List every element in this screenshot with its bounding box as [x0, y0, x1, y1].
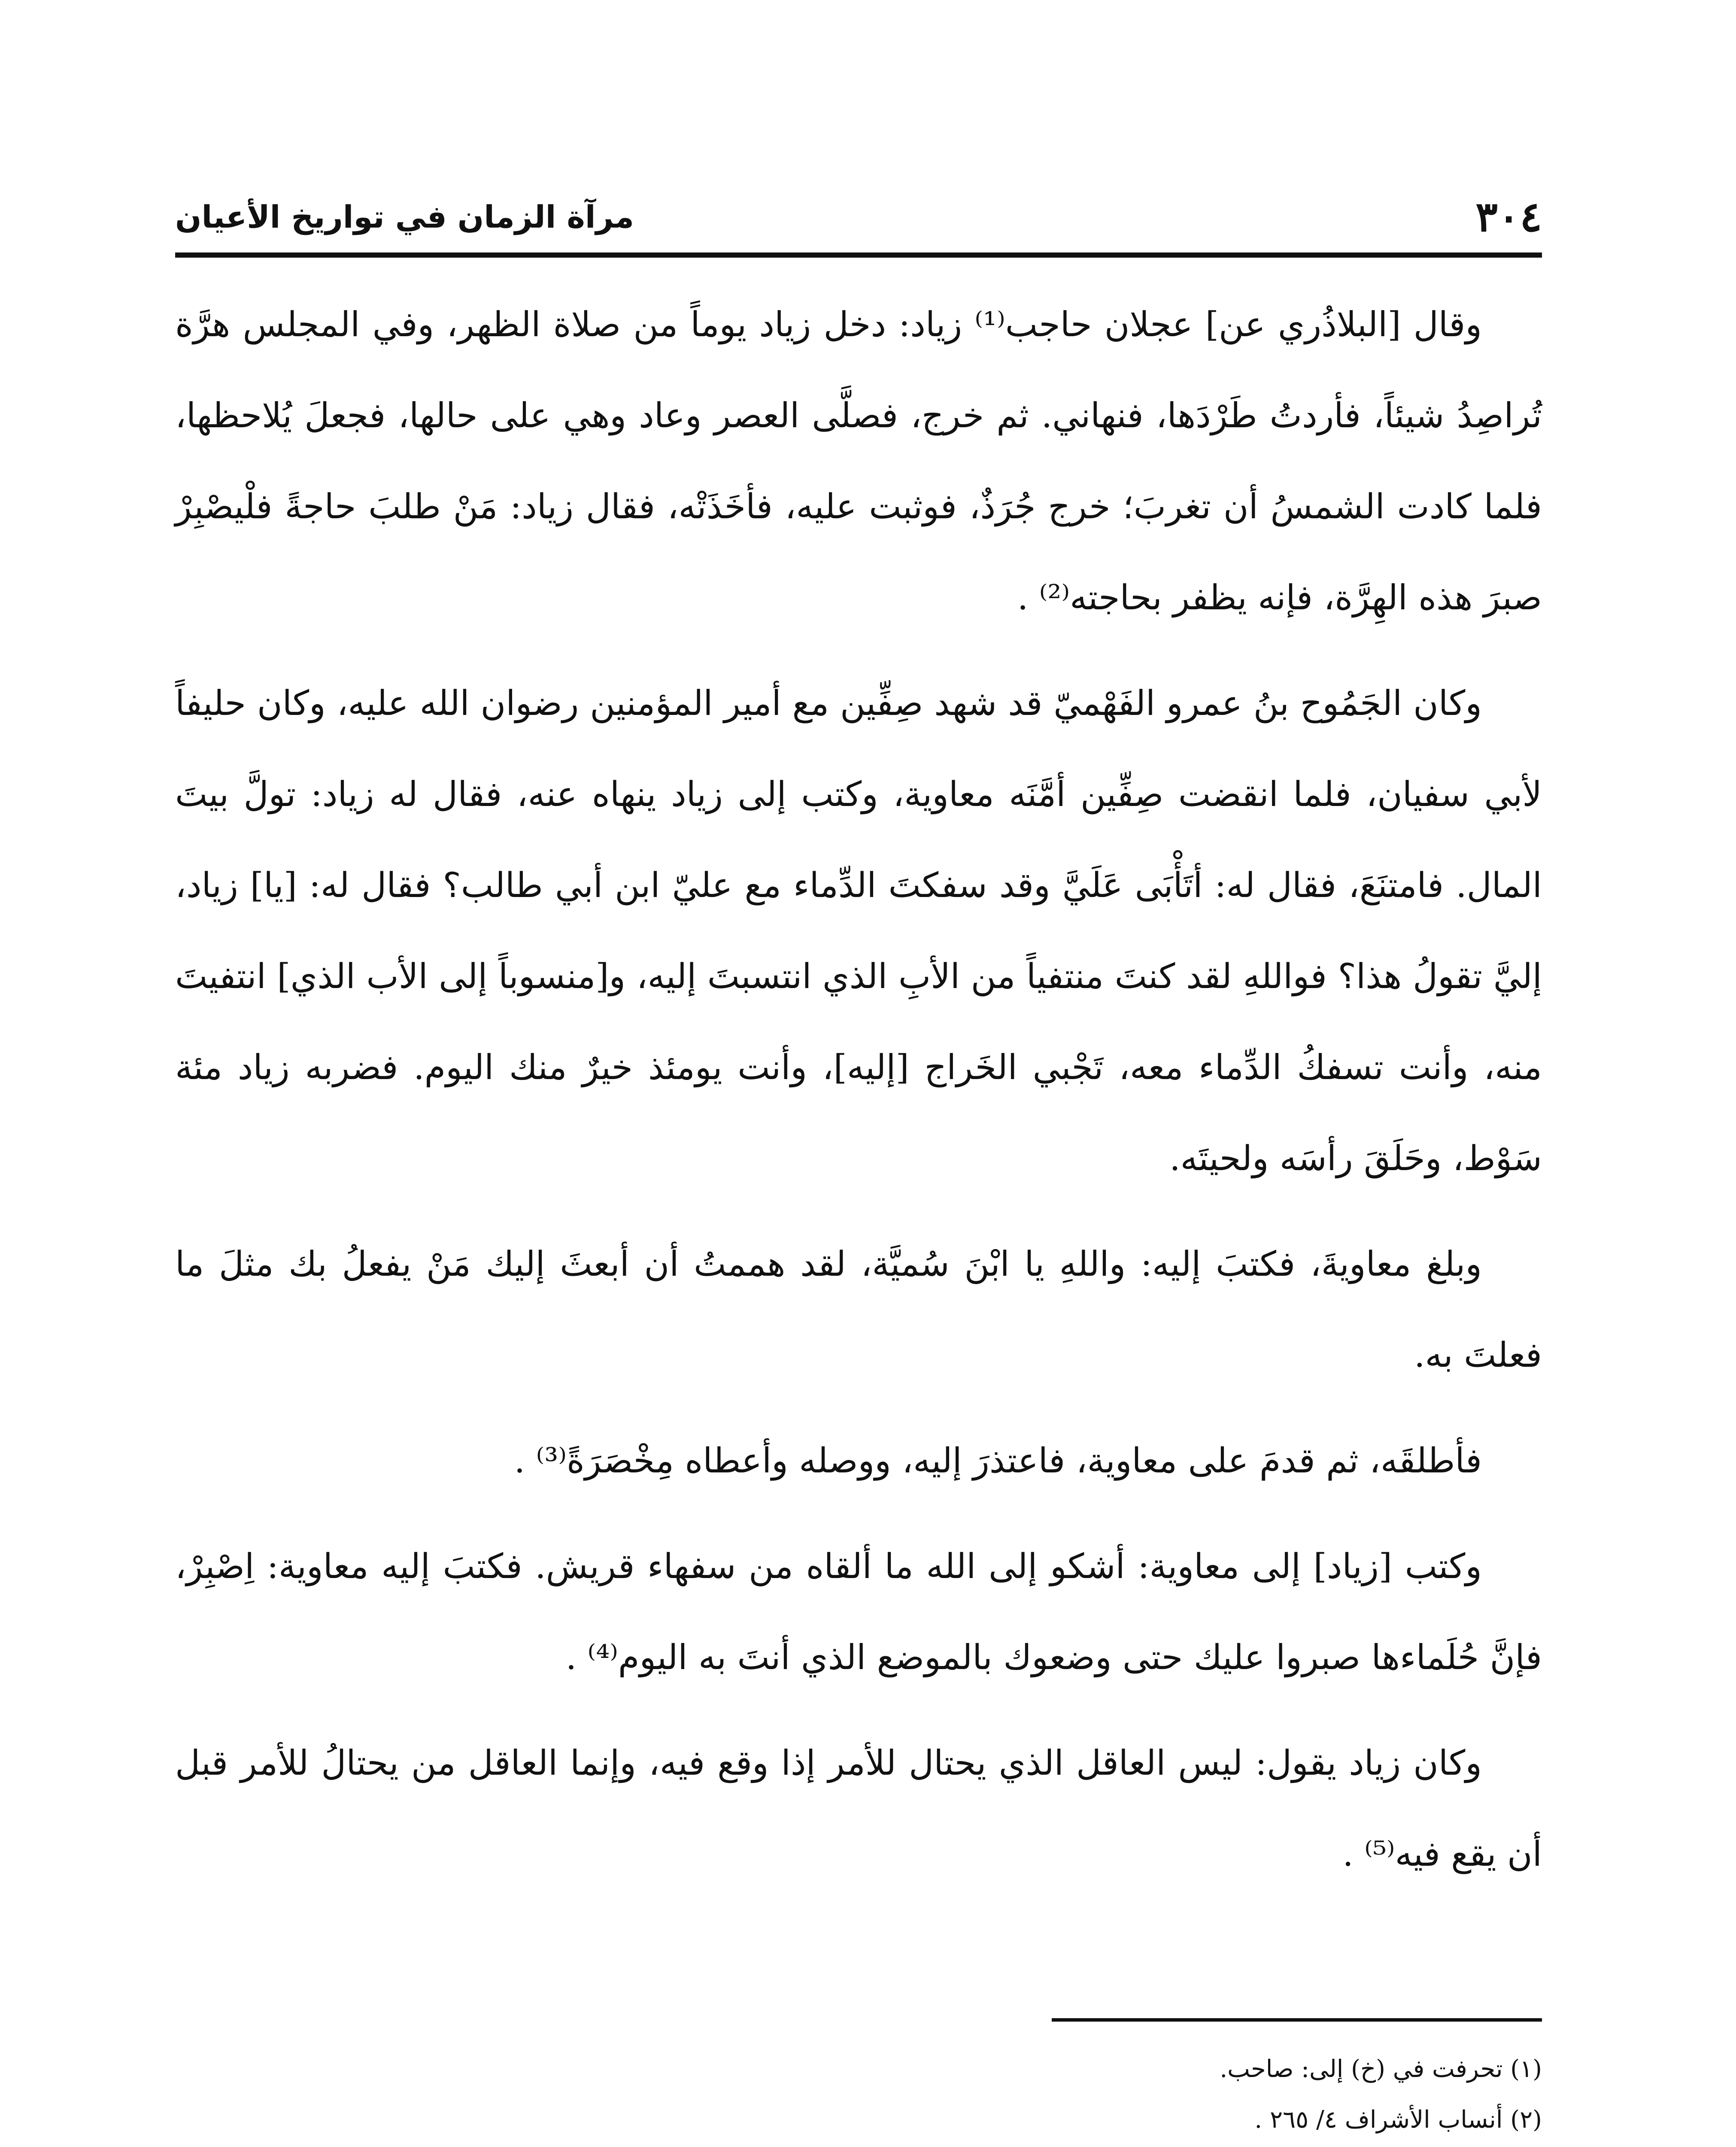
main-text [175, 279, 1542, 1914]
paragraph-jamuh: وكان الجَمُوح بنُ عمرو الفَهْميّ قد شهد صِفِّين مع أمير المؤمنين رضوان الله عليه، وكان حليفاً لأبي سفيان، فلما انقضت صِفِّين أمَّنَه معاوية، وكتب إلى زياد ينهاه عنه، فقال له زياد: تولَّ بيتَ المال. فامتنَعَ، فقال له: أتَأْبَى عَلَيَّ وقد سفكتَ الدِّماء مع عليّ ابن أبي طالب؟ فقال له: [يا] زياد، إليَّ تقولُ هذا؟ فواللهِ لقد كنتَ منتفياً من الأبِ الذي انتسبتَ إليه، و[منسوباً إلى الأب الذي] انتفيتَ منه، وأنت تسفكُ الدِّماء معه، تَجْبي الخَراج [إليه]، وأنت يومئذ خيرٌ منك اليوم. فضربه زياد مئة سَوْط، وحَلَقَ رأسَه ولحيتَه. [175, 683, 1542, 1178]
footnote-3 [175, 2145, 1542, 2147]
paragraph-ziyad-cat: وقال [البلاذُري عن] عجلان حاجب⁽¹⁾ زياد: دخل زياد يوماً من صلاة الظهر، وفي المجلس هرَّة تُراصِدُ شيئاً، فأردتُ طَرْدَها، فنهاني. ثم خرج، فصلَّى العصر وعاد وهي على حالها، فجعلَ يُلاحظها، فلما كادت الشمسُ أن تغربَ؛ خرج جُرَذٌ، فوثبت عليه، فأخَذَتْه، فقال زياد: مَنْ طلبَ حاجةً فلْيصْبِرْ صبرَ هذه الهِرَّة، فإنه يظفر بحاجته⁽²⁾ . [175, 304, 1542, 617]
paragraph-muawiya-letter: وبلغ معاويةَ، فكتبَ إليه: واللهِ يا ابْنَ سُميَّة، لقد هممتُ أن أبعثَ إليك مَنْ يفعلُ بك مثلَ ما فعلتَ به. [175, 1244, 1542, 1375]
running-title: مرآة الزمان في تواريخ الأعيان [175, 199, 634, 235]
footnote-2: (٢) أنساب الأشراف ٤/ ٢٦٥ . [1254, 2106, 1542, 2134]
paragraph-complaint: وكتب [زياد] إلى معاوية: أشكو إلى الله ما ألقاه من سفهاء قريش. فكتبَ إليه معاوية: اِصْبِرْ، فإنَّ حُلَماءها صبروا عليك حتى وضعوك بالموضع الذي أنتَ به اليوم⁽⁴⁾ . [175, 1546, 1542, 1677]
paragraph-wise-man: وكان زياد يقول: ليس العاقل الذي يحتال للأمر إذا وقع فيه، وإنما العاقل من يحتالُ للأمر قبل أن يقع فيه⁽⁵⁾ . [175, 1743, 1542, 1874]
footnote-1: (١) تحرفت في (خ) إلى: صاحب. [1220, 2055, 1542, 2083]
page-header [175, 185, 1542, 249]
footnote-rule [1052, 2018, 1542, 2022]
header-rule [175, 252, 1542, 258]
page-number: ٣٠٤ [1475, 192, 1542, 241]
paragraph-release: فأطلقَه، ثم قدمَ على معاوية، فاعتذرَ إليه، ووصله وأعطاه مِخْصَرَةً⁽³⁾ . [514, 1441, 1482, 1481]
footnotes [175, 2044, 1542, 2147]
